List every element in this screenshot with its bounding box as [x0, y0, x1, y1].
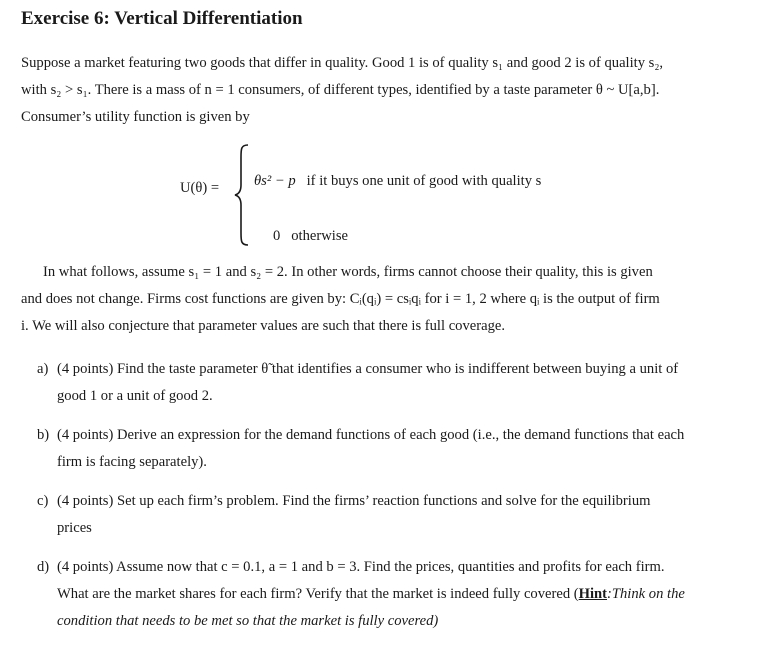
item-label: c) [37, 493, 49, 509]
question-item-d [37, 554, 739, 629]
utility-case-buy [254, 173, 541, 190]
item-d-line-2-text: What are the market shares for each firm? Verify that the market is indeed fully covered ( [57, 586, 579, 602]
assumptions-line-1: In what follows, assume s₁ = 1 and s₂ = 2. In other words, firms cannot choose their quality, this is given [43, 264, 653, 280]
hint-text: :Think on the [607, 586, 685, 602]
utility-case-otherwise [273, 228, 348, 245]
intro-line-2: with s₂ > s₁. There is a mass of n = 1 consumers, of different types, identified by a taste parameter θ ~ U[a,b]. [21, 82, 660, 98]
item-b-line-1: (4 points) Derive an expression for the demand functions of each good (i.e., the demand functions that each [57, 427, 685, 443]
utility-lhs: U(θ) = [180, 180, 220, 196]
item-d-line-1: (4 points) Assume now that c = 0.1, a = 1 and b = 3. Find the prices, quantities and profits for each firm. [57, 559, 665, 575]
question-item-b [37, 422, 739, 470]
left-brace-icon [233, 143, 253, 247]
question-item-a [37, 356, 739, 404]
item-label: a) [37, 361, 49, 377]
case-buy-condition: if it buys one unit of good with quality s [306, 173, 542, 189]
case-otherwise-expression: 0 [273, 228, 281, 244]
assumptions-paragraph [21, 259, 743, 340]
intro-line-1: Suppose a market featuring two goods that differ in quality. Good 1 is of quality s₁ and good 2 is of quality s₂, [21, 55, 664, 71]
item-label: d) [37, 559, 50, 575]
item-d-line-2 [57, 581, 739, 608]
item-c-line-1: (4 points) Set up each firm’s problem. Find the firms’ reaction functions and solve for the equilibrium [57, 493, 651, 509]
case-buy-expression: θs² − p [254, 173, 296, 189]
item-b-line-2: firm is facing separately). [57, 454, 207, 470]
item-a-line-2: good 1 or a unit of good 2. [57, 388, 213, 404]
item-a-line-1: (4 points) Find the taste parameter θ̃ that identifies a consumer who is indifferent between buying a unit of [57, 361, 679, 377]
intro-line-3: Consumer’s utility function is given by [21, 109, 250, 125]
item-label: b) [37, 427, 50, 443]
assumptions-line-2: and does not change. Firms cost functions are given by: Cᵢ(qᵢ) = csᵢqᵢ for i = 1, 2 where qᵢ is the output of firm [21, 291, 660, 307]
assumptions-line-3: i. We will also conjecture that parameter values are such that there is full coverage. [21, 318, 506, 334]
item-d-line-3: condition that needs to be met so that the market is fully covered) [57, 613, 439, 629]
case-otherwise-condition: otherwise [291, 228, 348, 244]
hint-label: Hint [578, 586, 608, 602]
question-item-c [37, 488, 739, 536]
exercise-title: Exercise 6: Vertical Differentiation [21, 8, 303, 29]
intro-paragraph [21, 50, 743, 131]
item-c-line-2: prices [57, 520, 92, 536]
